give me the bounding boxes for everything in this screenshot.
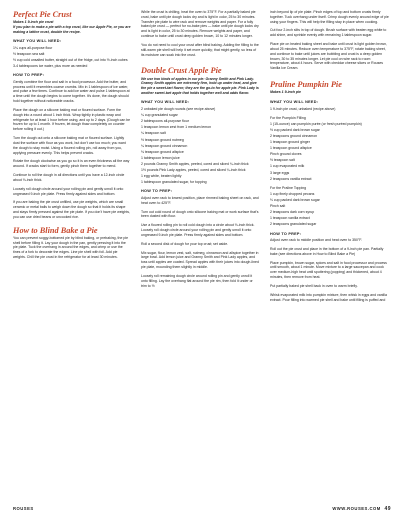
section-heading: HOW TO PREP: [141, 189, 173, 194]
ingredient-item: 2 unbaked pie dough rounds (see recipe above) [141, 107, 216, 111]
step-paragraph: Loosely roll remaining dough circle around rolling pin and gently unroll it onto filling. Lay the overhang flat around the pie rim, then fold it under or trim to ½ [141, 273, 253, 288]
recipe-title: Double Crust Apple Pie [141, 66, 222, 76]
step-paragraph: Turn the dough out onto a silicone baking mat or floured surface. Lightly dust the surface with flour as you work, but don't use too much; you want the dough to stay moist. Using a floured rolling pin, roll away from you, applying pressure evenly. This helps prevent cracks. [13, 136, 126, 155]
ingredient-item: 2 teaspoons dark corn syrup [270, 210, 315, 215]
ingredient-list [270, 122, 390, 182]
ingredient-item: 2 teaspoons granulated sugar [270, 222, 317, 227]
footer-url-and-page [332, 506, 391, 512]
ingredient-item: 1½ pounds Pink Lady apples, peeled, cored and sliced ¼-inch thick [141, 168, 246, 173]
ingredient-item: 2 tablespoons all-purpose flour [141, 119, 189, 124]
ingredient-item: Pinch salt [270, 204, 286, 209]
step-paragraph: Use a floured rolling pin to roll cold dough into a circle about ⅛-inch thick. Loosely roll dough circle around your rolling pin and gently unroll it onto ungreased 9-inch pie plate. Press firmly against sides and bottom. [141, 223, 255, 237]
footer-url: WWW.ROUSES.COM [332, 506, 381, 511]
ingredient-subheading: For the Praline Topping [270, 185, 307, 190]
recipe-title: How to Blind Bake a Pie [13, 225, 98, 235]
step-paragraph: Roll out the pie crust and place in the bottom of a 9-inch pie pan. Partially bake (see directions above in How to Blind Bake a Pie) [270, 246, 384, 256]
ingredient-item: 1 teaspoon ground ginger [270, 140, 310, 145]
ingredient-item: 1 tablespoon lemon juice [141, 155, 180, 160]
step-paragraph: Loosely roll dough circle around your rolling pin and gently unroll it onto ungreased 9-inch pie plate. Press firmly against sides and bottom. [13, 186, 124, 196]
ingredient-item: 1 teaspoon lemon zest from 1 medium lemon [141, 125, 212, 130]
step-paragraph: Place the dough on a silicone baking mat or floured surface. Form the dough into a round about 1 inch thick. Wrap tightly in plastic wrap and refrigerate for at least 1 hour before using, and up to 2 days. (Dough can be frozen for up to 1 month. If frozen, let dough thaw completely on counter before rolling it out.) [13, 107, 131, 132]
ingredient-list [13, 46, 131, 69]
ingredient-item: 2 teaspoons vanilla extract [270, 176, 312, 181]
step-paragraph: Mix sugar, flour, lemon zest, salt, nutmeg, cinnamon and allspice together in large bowl. Add lemon juice and Granny Smith and Pink Lady apples, and toss until apples are coated. Spread apples with their juices into dough-lined pie plate, mounding them slightly in middle. [141, 250, 259, 270]
section-heading: WHAT YOU WILL NEED: [141, 100, 190, 105]
recipe-yield: Makes 1 9-inch pie crust If you plan to make a pie with a top crust, like our Apple Pie, or you are making a lattice crust, double the recipe. [13, 20, 131, 34]
ingredient-item: ½ cup packed dark brown sugar [270, 127, 320, 132]
ingredient-list [141, 107, 259, 185]
step-paragraph: Put partially baked pie shell back in oven to warm briefly. [270, 283, 358, 288]
ingredient-item: 2 teaspoons ground cinnamon [270, 133, 318, 138]
recipe-title: Perfect Pie Crust [13, 10, 72, 19]
section-heading: HOW TO PREP: [13, 73, 45, 78]
ingredient-list [270, 192, 390, 228]
column-left [13, 10, 131, 264]
ingredient-item: ¼ cup granulated sugar [141, 113, 178, 118]
page-number: 49 [384, 506, 391, 512]
ingredient-item: 1 egg white, beaten lightly [141, 174, 182, 179]
recipe-intro: We use two kinds of apples in our pie: Granny Smith and Pink Lady. Granny Smith apples are extremely firm, hold up under heat, and give the pie a sweet-tart flavor; they are the go-to for apple pie. Pink Lady is another sweet-tart apple that holds together well and adds flavor. [141, 76, 259, 95]
ingredient-item: ½ teaspoon ground nutmeg [141, 137, 184, 142]
ingredient-item: 1 cup evaporated milk [270, 164, 305, 169]
step-paragraph: inch beyond lip of pie plate. Pinch edges of top and bottom crusts firmly together. Tuck overhang under itself. Crimp dough evenly around edge of pie using your fingers. This will help the filling stay in place when cooking. [270, 10, 389, 24]
ingredient-item: 1 teaspoon ground allspice [270, 146, 312, 151]
step-paragraph: Rotate the dough clockwise as you go so it is an even thickness all the way around. If cracks start to form, gently pinch them together to mend. [13, 159, 130, 169]
step-paragraph: While the crust is chilling, heat the oven to 375°F. For a partially baked pie crust, bake until pie dough looks dry and is light in color, 25 to 30 minutes. Transfer pie plate to wire rack and remove weights and paper. For a fully baked pie crust — perfect for no-bake pies — bake until pie dough looks dry and is light in color, 25 to 30 minutes. Remove weights and paper, and continue to bake until crust deep golden brown, 10 to 12 minutes longer. [141, 10, 259, 39]
step-paragraph: Cut four 2-inch slits in top of dough. Brush surface with beaten egg white to add shine, and sprinkle evenly with remaining 1 tablespoon sugar. [270, 28, 387, 38]
ingredient-subheading: For the Pumpkin Filling [270, 115, 306, 120]
section-heading: WHAT YOU WILL NEED: [270, 99, 319, 104]
ingredient-item: 1 9-inch pie crust, unbaked (recipe above) [270, 106, 336, 111]
column-right [270, 10, 390, 306]
section-heading: WHAT YOU WILL NEED: [13, 39, 62, 44]
section-heading: HOW TO PREP: [270, 231, 302, 236]
ingredient-item: ½ teaspoon sea salt [13, 51, 45, 56]
step-paragraph: You can prevent soggy-bottomed pie by blind baking, or prebaking, the pie shell before filling it. Lay your dough in the pan, gently pressing it into the pie plate. Tuck the overhang in around the edges, and crimp or use the tines of a fork to decorate the edges. Line pie shell with foil. Add pie weights. Chill the pie crust in the refrigerator for at least 30 minutes. [13, 235, 129, 260]
step-paragraph: Continue to roll the dough in all directions until you have a 12-inch circle about ⅛-inch thick. [13, 173, 125, 182]
step-paragraph: Place pumpkin, brown sugar, spices and salt in food processor and process until smooth, about 1 minute. Move mixture to a large saucepan and cook over medium-high heat until sputtering (popping) and thickened, about 4 minutes, then remove from heat. [270, 260, 387, 280]
step-paragraph: You do not need to cool your crust after blind baking. Adding the filling to the still-warm pie shell will help it set more quickly; that might gently, so less of its moisture can soak into the crust. [141, 42, 259, 57]
step-paragraph: Gently combine the flour and salt in a food processor. Add the butter, and process until it resembles coarse crumbs. Mix in 1 tablespoon of ice water, and pulse a few times. Continue to add ice water and pulse 1 tablespoon at a time until the dough begins to come together. It's done, the dough should hold together without noticeable cracks. [13, 79, 130, 104]
ingredient-item: ⅓ cup packed dark brown sugar [270, 198, 320, 203]
ingredient-item: ¼ teaspoon salt [141, 131, 166, 136]
ingredient-item: ½ teaspoon salt [270, 158, 295, 163]
ingredient-item: 1 teaspoon vanilla extract [270, 216, 310, 221]
ingredient-item: ¼ teaspoon ground cinnamon [141, 143, 188, 148]
recipe-page [13, 10, 391, 500]
ingredient-item: ½ cup cold unsalted butter, straight out of the fridge, cut into ½-inch cubes [13, 58, 128, 63]
step-paragraph: Place pie on heated baking sheet and bake until crust is light golden brown, about 25 minutes. Reduce oven temperature to 375°F, rotate baking sheet, and continue to bake until juices are bubbling and crust is a deep golden brown, 30 to 35 minutes longer. Let pie cool on wire rack to room temperature, about 4 hours. Serve with cheddar cheese slices or Rouses Vanilla Ice Cream. [270, 42, 387, 71]
ingredient-item: 1 cup finely chopped pecans [270, 191, 315, 196]
step-paragraph: Turn out cold round of dough onto silicone baking mat or work surface that's been dusted with flour. [141, 209, 259, 219]
ingredient-item: 3-4 tablespoons ice water, plus more as needed [13, 64, 88, 69]
ingredient-item: 2 pounds Granny Smith apples, peeled, cored and sliced ¼-inch thick [141, 161, 249, 166]
ingredient-item: 1 (15-ounce) can pumpkin purée (or fresh puréed pumpkin) [270, 121, 362, 126]
ingredient-item: ⅛ teaspoon ground allspice [141, 149, 184, 154]
footer-brand: ROUSES [13, 506, 34, 511]
ingredient-item: 1 tablespoon granulated sugar, for topping [141, 180, 207, 185]
step-paragraph: Adjust oven rack to lowest position, place rimmed baking sheet on rack, and heat oven to 425°F. [141, 195, 259, 205]
step-paragraph: Roll a second disk of dough for your top crust; set aside. [141, 241, 229, 246]
ingredient-item: 1¼ cups all-purpose flour [13, 45, 53, 50]
step-paragraph: Adjust oven rack to middle position and heat oven to 350°F. [270, 238, 363, 243]
ingredient-item: Pinch ground cloves [270, 152, 302, 157]
recipe-title: Praline Pumpkin Pie [270, 80, 342, 90]
column-middle [141, 10, 259, 292]
recipe-yield: Makes 1 9-inch pie [270, 90, 301, 95]
page-footer [13, 506, 391, 514]
step-paragraph: If you are baking the pie crust unfilled, use pie weights, which are small ceramic or metal balls to weigh down the dough so that it holds its shape and stays firmly pressed against the pie plate. If you don't have pie weights, you can use dried beans or uncooked rice. [13, 200, 131, 219]
ingredient-item: 3 large eggs [270, 170, 290, 175]
step-paragraph: Whisk evaporated milk into pumpkin mixture, then whisk in eggs and vanilla extract. Pour filling into warmed pie shell and bake until filling is puffed and [270, 292, 387, 302]
